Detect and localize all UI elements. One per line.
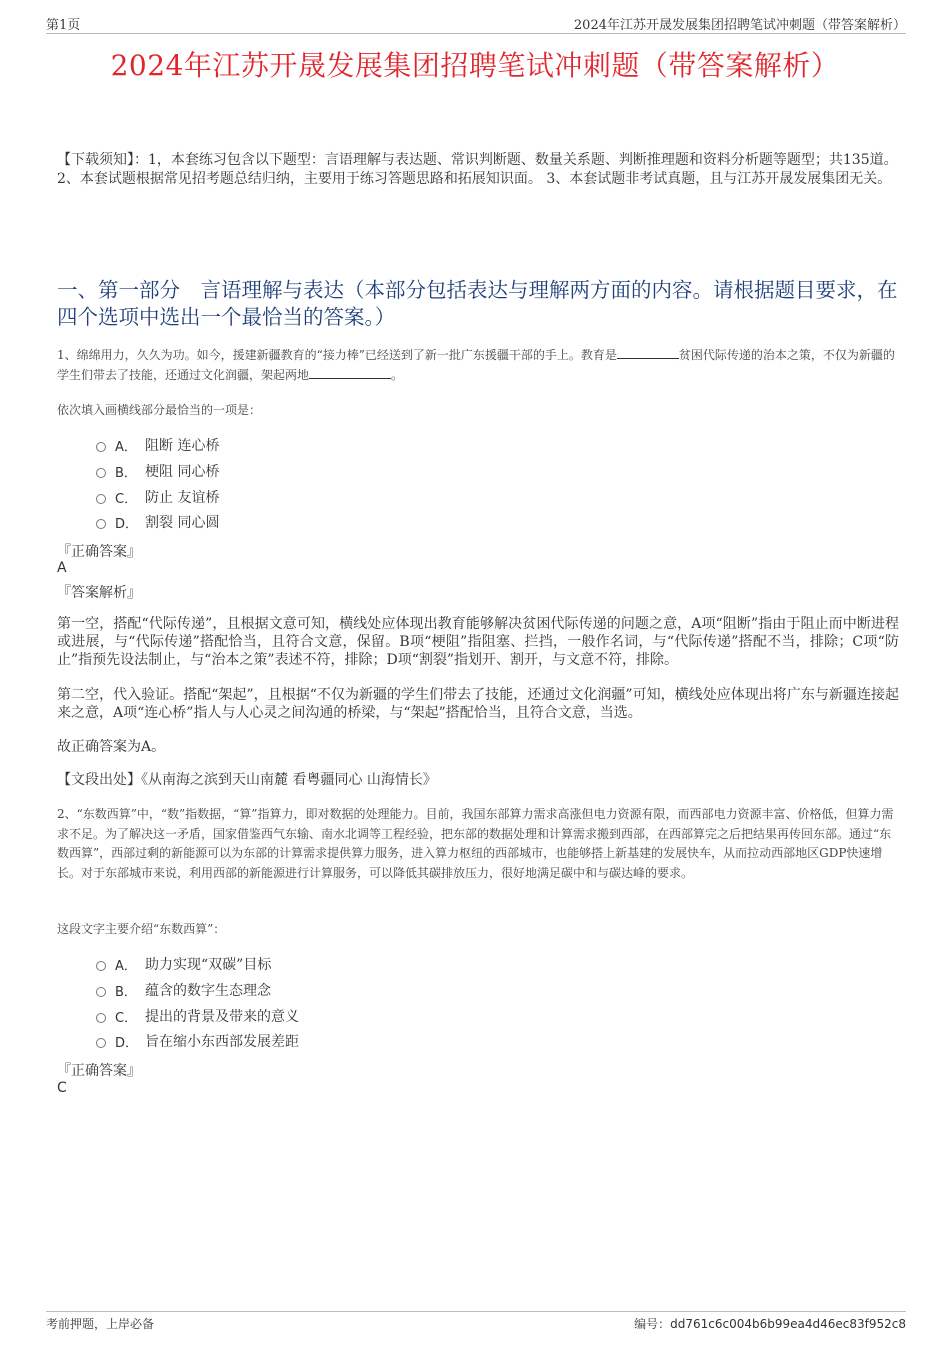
question-2-answer-label: 『正确答案』 — [57, 1063, 141, 1079]
radio-icon[interactable] — [96, 519, 106, 529]
header-divider — [46, 33, 906, 34]
question-1-text-part3: 。 — [391, 367, 404, 382]
page-number: 第1页 — [46, 18, 81, 33]
question-2-prompt: 这段文字主要介绍“东数西算”： — [57, 922, 226, 936]
option-letter: A． — [115, 439, 137, 455]
footer-code — [634, 1315, 906, 1332]
option-text: 割裂 同心圆 — [145, 515, 220, 531]
question-2-option-b[interactable] — [96, 979, 271, 1001]
option-text: 阻断 连心桥 — [145, 438, 220, 454]
option-letter: B． — [115, 465, 137, 481]
radio-icon[interactable] — [96, 468, 106, 478]
radio-icon[interactable] — [96, 1038, 106, 1048]
fill-blank-1 — [617, 346, 679, 359]
footer-code-label: 编号： — [634, 1317, 671, 1331]
document-title: 2024年江苏开晟发展集团招聘笔试冲刺题（带答案解析） — [110, 49, 840, 82]
question-1-source: 【文段出处】《从南海之滨到天山南麓 看粤疆同心 山海情长》 — [57, 772, 437, 788]
option-letter: D． — [115, 1035, 139, 1051]
fill-blank-2 — [309, 366, 391, 379]
question-1-answer-label: 『正确答案』 — [57, 544, 141, 560]
radio-icon[interactable] — [96, 961, 106, 971]
option-text: 蕴含的数字生态理念 — [145, 983, 271, 999]
option-letter: C． — [115, 1010, 138, 1026]
question-1-option-c[interactable] — [96, 486, 219, 508]
option-text: 梗阻 同心桥 — [145, 464, 220, 480]
option-text: 提出的背景及带来的意义 — [145, 1009, 299, 1025]
question-1-analysis-paragraph-2: 第二空，代入验证。搭配“架起”，且根据“不仅为新疆的学生们带去了技能，还通过文化润疆”可知，横线处应体现出将广东与新疆连接起来之意，A项“连心桥”指人与人心灵之间沟通的桥梁，与“架起”搭配恰当，且符合文意，当选。 — [57, 687, 899, 721]
question-2-option-a[interactable] — [96, 953, 271, 975]
radio-icon[interactable] — [96, 987, 106, 997]
option-text: 旨在缩小东西部发展差距 — [145, 1034, 299, 1050]
option-letter: C． — [115, 491, 138, 507]
radio-icon[interactable] — [96, 442, 106, 452]
footer-code-value: dd761c6c004b6b99ea4d46ec83f952c8 — [670, 1317, 906, 1331]
question-1-text-part1: 1、绵绵用力，久久为功。如今，援建新疆教育的“接力棒”已经送到了新一批广东援疆干部的手上。教育是 — [57, 348, 617, 362]
option-text: 防止 友谊桥 — [145, 490, 220, 506]
option-letter: B． — [115, 984, 137, 1000]
section-heading: 一、第一部分 言语理解与表达（本部分包括表达与理解两方面的内容。请根据题目要求，在四个选项中选出一个最恰当的答案。） — [57, 278, 898, 329]
question-2-answer: C — [57, 1080, 67, 1096]
option-letter: A． — [115, 958, 137, 974]
radio-icon[interactable] — [96, 1013, 106, 1023]
question-2-option-d[interactable] — [96, 1030, 299, 1052]
download-notice: 【下载须知】：1，本套练习包含以下题型：言语理解与表达题、常识判断题、数量关系题、判断推理题和资料分析题等题型；共135道。 2、本套试题根据常见招考题总结归纳，主要用于练习答题思路和拓展知识面。 3、本套试题非考试真题，且与江苏开晟发展集团无关。 — [57, 152, 898, 187]
question-2-option-c[interactable] — [96, 1005, 299, 1027]
question-1-analysis-paragraph-1: 第一空，搭配“代际传递”，且根据文意可知，横线处应体现出教育能够解决贫困代际传递的问题之意，A项“阻断”指由于阻止而中断进程或进展，与“代际传递”搭配恰当，且符合文意，保留。B项“梗阻”指阻塞、拦挡，一般作名词，与“代际传递”搭配不当，排除；C项“防止”指预先设法制止，与“治本之策”表述不符，排除；D项“割裂”指划开、割开，与文意不符，排除。 — [57, 616, 899, 668]
option-letter: D． — [115, 516, 139, 532]
option-text: 助力实现“双碳”目标 — [145, 957, 272, 973]
question-1-prompt: 依次填入画横线部分最恰当的一项是： — [57, 403, 262, 417]
question-1-text-part2: 贫困代际传递的治本之策，不仅为新疆的学生们带去了技能，还通过文化润疆，架起两地 — [57, 348, 895, 382]
footer-divider — [46, 1311, 906, 1312]
question-1-option-a[interactable] — [96, 434, 219, 456]
footer-slogan: 考前押题，上岸必备 — [46, 1317, 155, 1331]
radio-icon[interactable] — [96, 494, 106, 504]
question-1-analysis-label: 『答案解析』 — [57, 585, 141, 601]
question-1-option-b[interactable] — [96, 460, 219, 482]
question-1-text — [57, 346, 899, 385]
question-1-answer: A — [57, 560, 67, 576]
question-1-option-d[interactable] — [96, 511, 219, 533]
question-2-text: 2、“东数西算”中，“数”指数据，“算”指算力，即对数据的处理能力。目前，我国东部算力需求高涨但电力资源有限，而西部电力资源丰富、价格低，但算力需求不足。为了解决这一矛盾，国家借鉴西气东输、南水北调等工程经验，把东部的数据处理和计算需求搬到西部，在西部算完之后把结果再传回东部。通过“东数西算”，西部过剩的新能源可以为东部的计算需求提供算力服务，进入算力枢纽的西部城市，也能够搭上新基建的发展快车，从而拉动西部地区GDP快速增长。对于东部城市来说，利用西部的新能源进行计算服务，可以降低其碳排放压力，很好地满足碳中和与碳达峰的要求。 — [57, 807, 894, 880]
question-1-conclusion: 故正确答案为A。 — [57, 739, 166, 755]
running-header-title: 2024年江苏开晟发展集团招聘笔试冲刺题（带答案解析） — [573, 18, 906, 33]
